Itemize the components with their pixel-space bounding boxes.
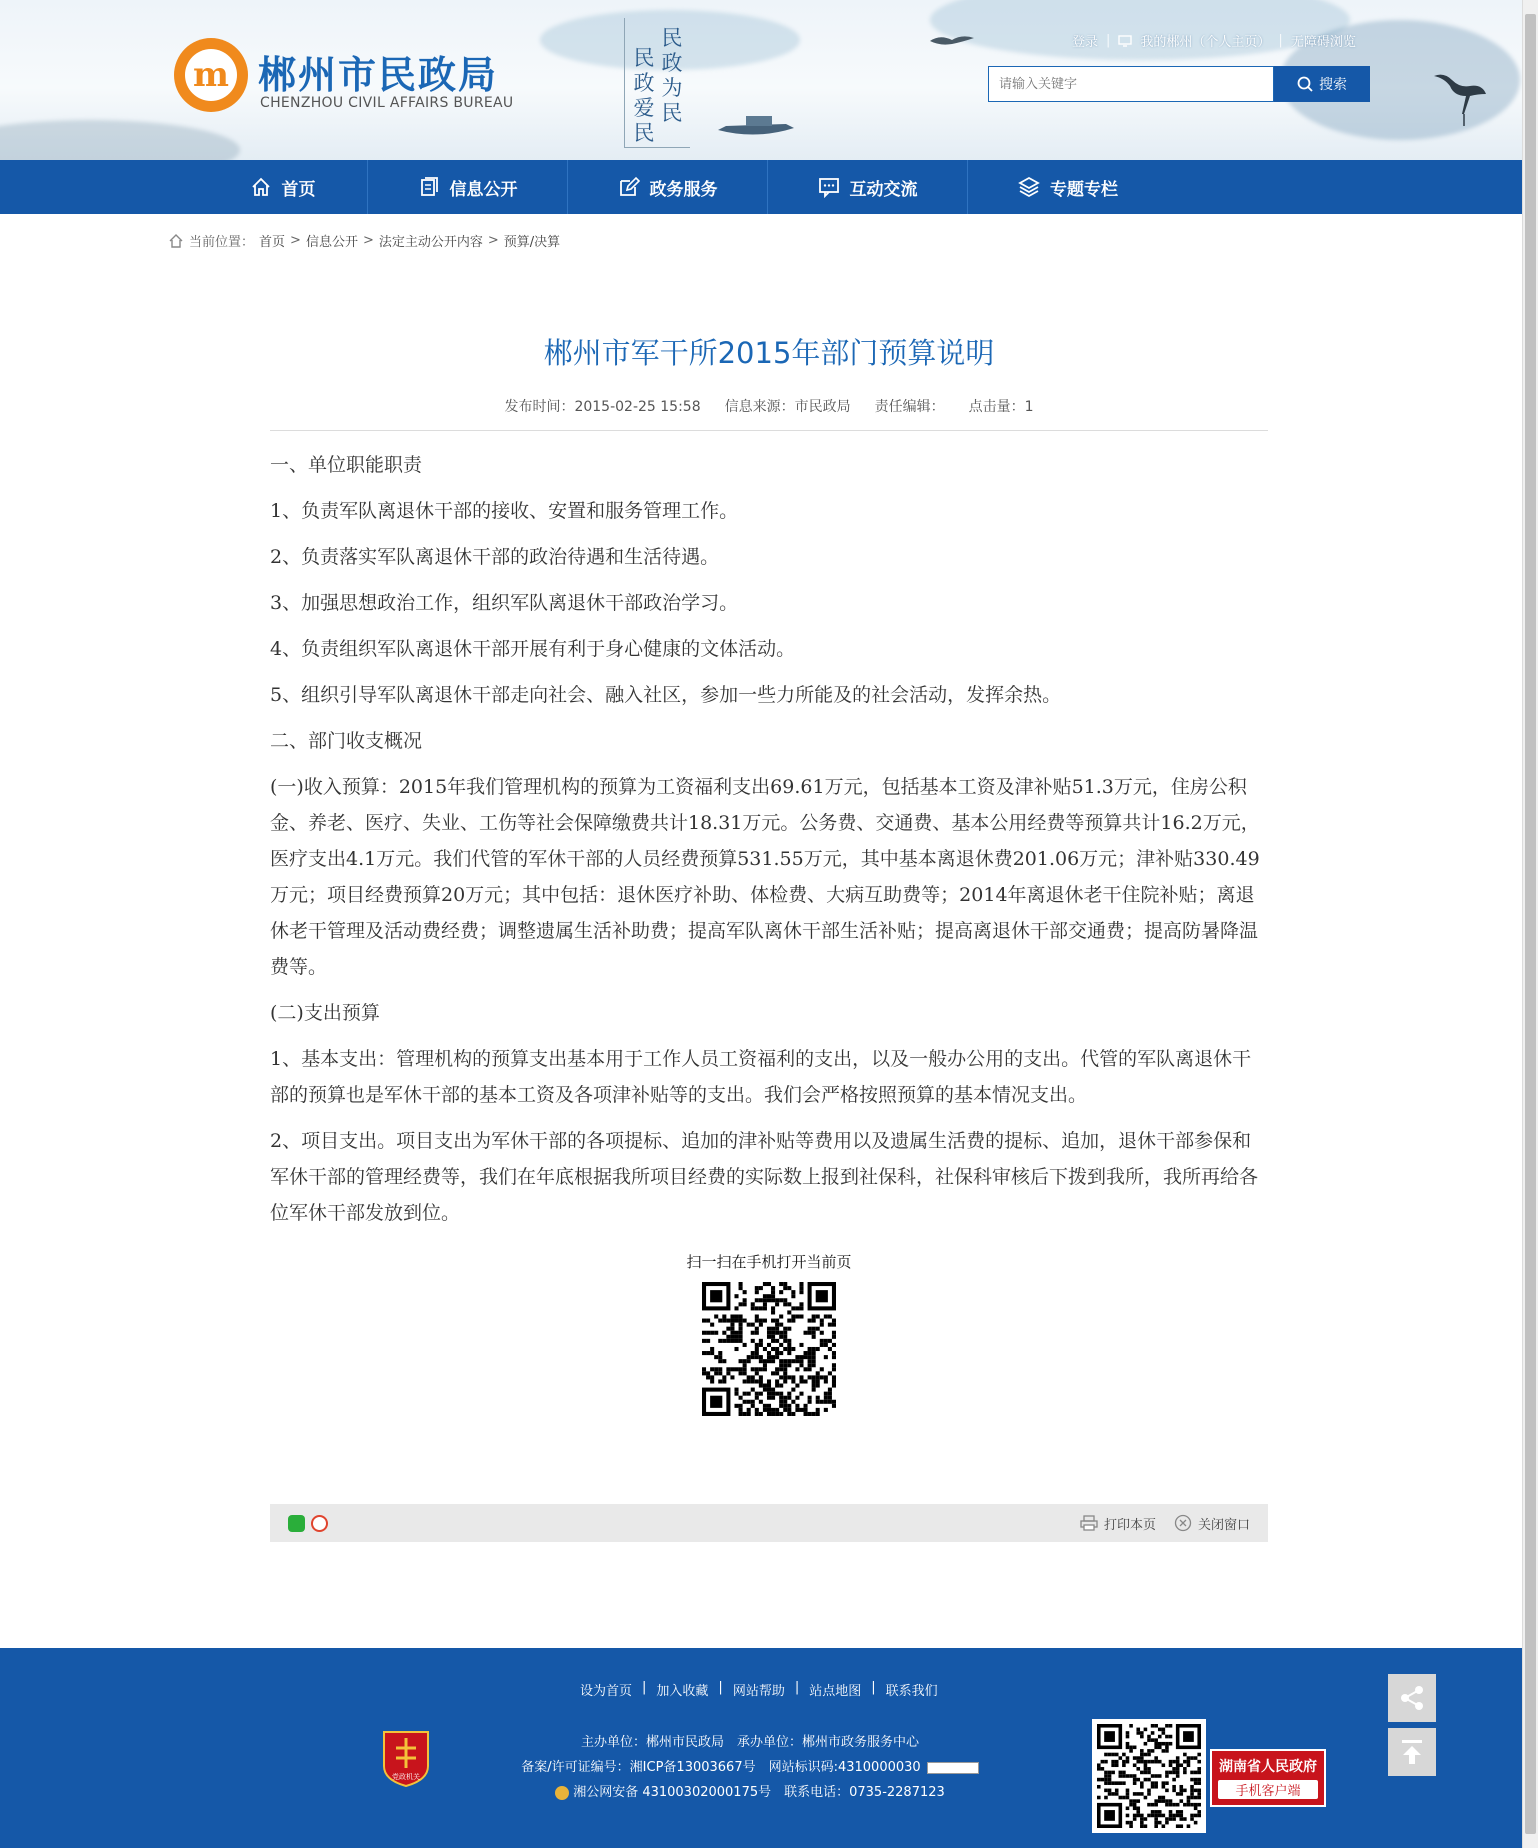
article-paragraph: (二)支出预算 [270, 1002, 380, 1024]
app-badge-line1: 湖南省人民政府 [1219, 1759, 1317, 1775]
article-title: 郴州市军干所2015年部门预算说明 [543, 336, 995, 370]
editor: 责任编辑： [874, 399, 945, 415]
search-box [988, 66, 1274, 102]
article-paragraph: 4、负责组织军队离退休干部开展有利于身心健康的文体活动。 [270, 638, 796, 660]
footer-link-set-home[interactable]: 设为首页 [580, 1684, 633, 1699]
share-icons [288, 1515, 328, 1532]
scrollbar[interactable] [1522, 0, 1538, 1848]
link-divider: | [1278, 33, 1283, 48]
share-bar [270, 1504, 1268, 1542]
footer-host: 主办单位：郴州市民政局 承办单位：郴州市政务服务中心 [580, 1735, 919, 1750]
app-badge-line2: 手机客户端 [1218, 1780, 1318, 1799]
site-footer [0, 1648, 1522, 1848]
slogan-left: 民政爱民 [633, 46, 655, 145]
footer-link-help[interactable]: 网站帮助 [732, 1684, 785, 1699]
site-title[interactable]: 郴州市民政局 [258, 53, 499, 97]
home-icon [168, 233, 184, 248]
search-button[interactable] [1274, 66, 1370, 102]
link-divider: | [871, 1680, 876, 1695]
link-divider: | [794, 1680, 800, 1695]
nav-interaction[interactable] [768, 160, 968, 214]
bar-actions [1080, 1514, 1250, 1533]
print-label: 打印本页 [1103, 1517, 1156, 1533]
back-to-top-button[interactable] [1388, 1728, 1436, 1776]
close-icon [1174, 1514, 1192, 1532]
my-city-link[interactable]: 我的郴州（个人主页） [1140, 35, 1271, 50]
page-qr-code [702, 1282, 836, 1416]
footer-police-row [520, 1780, 980, 1805]
article-paragraph: 3、加强思想政治工作，组织军队离退休干部政治学习。 [270, 592, 739, 614]
document-icon [418, 176, 440, 198]
article-body [270, 447, 1268, 1231]
weibo-icon[interactable] [311, 1515, 328, 1532]
main-nav [0, 160, 1522, 214]
share-button[interactable] [1388, 1674, 1436, 1722]
footer-link-contact[interactable]: 联系我们 [885, 1684, 938, 1699]
click-count: 点击量：1 [968, 399, 1034, 415]
nav-special-topics-label: 专题专栏 [1050, 179, 1118, 200]
chat-icon [818, 176, 840, 198]
printer-icon [1080, 1515, 1098, 1531]
logo-emblem[interactable] [174, 38, 248, 112]
login-link[interactable]: 登录 [1072, 35, 1099, 50]
home-icon [250, 176, 272, 198]
footer-info [520, 1730, 980, 1805]
police-badge-icon [555, 1786, 569, 1800]
article-paragraph: 一、单位职能职责 [270, 454, 423, 476]
breadcrumb [168, 231, 560, 250]
share-icon [1398, 1684, 1426, 1712]
qr-wrap [270, 1282, 1268, 1416]
article-paragraph: 1、负责军队离退休干部的接收、安置和服务管理工作。 [270, 500, 739, 522]
nav-interaction-label: 互动交流 [849, 179, 918, 200]
edit-icon [618, 176, 640, 198]
article-paragraph: 2、项目支出。项目支出为军休干部的各项提标、追加的津补贴等费用以及遗属生活费的提标、追加，退休干部参保和军休干部的管理经费等，我们在年底根据我所项目经费的实际数上报到社保科，社保科审核后下拨到我所，我所再给各位军休干部发放到位。 [270, 1130, 1259, 1224]
breadcrumb-info-public[interactable]: 信息公开 [305, 235, 358, 250]
scrollbar-thumb[interactable] [1525, 14, 1536, 1834]
search-button-label: 搜索 [1319, 77, 1347, 93]
link-divider: | [642, 1680, 647, 1695]
site-title-en: CHENZHOU CIVIL AFFAIRS BUREAU [260, 95, 514, 111]
breadcrumb-separator: > [362, 233, 374, 248]
publish-time: 发布时间：2015-02-25 15:58 [504, 399, 701, 415]
breadcrumb-separator: > [290, 233, 301, 248]
footer-link-favorite[interactable]: 加入收藏 [656, 1684, 709, 1699]
link-divider: | [1106, 33, 1111, 48]
wechat-icon[interactable] [288, 1515, 305, 1532]
site-header [0, 0, 1522, 160]
logo-emblem-mark: m [185, 49, 237, 101]
article-paragraph: 二、部门收支概况 [270, 730, 423, 752]
party-gov-badge[interactable] [380, 1728, 432, 1788]
article-paragraph: 2、负责落实军队离退休干部的政治待遇和生活待遇。 [270, 546, 720, 568]
monitor-icon [1118, 35, 1132, 47]
footer-link-sitemap[interactable]: 站点地图 [809, 1684, 862, 1699]
article [270, 330, 1268, 1416]
info-source: 信息来源：市民政局 [724, 399, 851, 415]
print-button[interactable] [1080, 1514, 1156, 1533]
footer-qr-code [1097, 1724, 1201, 1828]
breadcrumb-statutory[interactable]: 法定主动公开内容 [378, 235, 483, 250]
bird-decoration [930, 34, 974, 48]
crane-decoration [1430, 70, 1490, 126]
nav-info-public[interactable] [368, 160, 568, 214]
nav-special-topics[interactable] [968, 160, 1168, 214]
title-divider [270, 430, 1268, 431]
article-paragraph: 1、基本支出：管理机构的预算支出基本用于工作人员工资福利的支出，以及一般办公用的支出。代管的军队离退休干部的预算也是军休干部的基本工资及各项津补贴等的支出。我们会严格按照预算的基本情况支出。 [270, 1048, 1252, 1106]
boat-decoration [716, 110, 796, 138]
breadcrumb-prefix: 当前位置： [189, 235, 255, 250]
slogan-right: 民政为民 [661, 26, 683, 125]
cnzz-icon[interactable] [927, 1762, 979, 1774]
footer-qr-frame [1092, 1719, 1206, 1833]
qr-caption: 扫一扫在手机打开当前页 [686, 1253, 852, 1271]
breadcrumb-home[interactable]: 首页 [259, 235, 286, 250]
layers-icon [1018, 176, 1040, 198]
article-meta [270, 396, 1268, 416]
article-paragraph: 5、组织引导军队离退休干部走向社会、融入社区，参加一些力所能及的社会活动，发挥余热。 [270, 684, 1062, 706]
hill-decoration [0, 120, 240, 160]
article-paragraph: (一)收入预算：2015年我们管理机构的预算为工资福利支出69.61万元，包括基本工资及津补贴51.3万元，住房公积金、养老、医疗、失业、工伤等社会保障缴费共计18.31万元。公务费、交通费、基本公用经费等预算共计16.2万元，医疗支出4.1万元。我们代管的军休干部的人员经费预算531.55万元，其中基本离退休费201.06万元；津补贴330.49万元；项目经费预算20万元；其中包括：退休医疗补助、体检费、大病互助费等；2014年离退休老干住院补贴；离退休老干管理及活动费经费；调整遗属生活补助费；提高军队离休干部生活补贴；提高离退休干部交通费；提高防暑降温费等。 [270, 776, 1260, 978]
link-divider: | [718, 1680, 723, 1695]
footer-links [580, 1680, 938, 1699]
party-badge-text: 党政机关 [392, 1773, 420, 1781]
close-window-button[interactable] [1174, 1514, 1250, 1533]
footer-police: 湘公网安备 43100302000175号 联系电话：0735-2287123 [573, 1785, 945, 1800]
footer-icp-row [520, 1755, 980, 1780]
breadcrumb-separator: > [487, 233, 499, 248]
accessible-link[interactable]: 无障碍浏览 [1290, 35, 1356, 50]
top-links [1072, 31, 1356, 50]
breadcrumb-budget[interactable]: 预算/决算 [503, 235, 561, 250]
mobile-app-badge[interactable] [1210, 1749, 1326, 1807]
nav-home-label: 首页 [281, 179, 316, 200]
mist-decoration [930, 0, 1350, 60]
nav-info-public-label: 信息公开 [449, 179, 518, 200]
search-icon [1297, 76, 1313, 92]
close-window-label: 关闭窗口 [1197, 1517, 1250, 1533]
search-input[interactable] [989, 67, 1273, 101]
back-to-top-icon [1398, 1738, 1426, 1766]
slogan-seal [624, 18, 690, 148]
nav-gov-service-label: 政务服务 [649, 179, 718, 200]
nav-home[interactable] [198, 160, 368, 214]
nav-gov-service[interactable] [568, 160, 768, 214]
footer-icp: 备案/许可证编号：湘ICP备13003667号 网站标识码:4310000030 [521, 1760, 921, 1775]
